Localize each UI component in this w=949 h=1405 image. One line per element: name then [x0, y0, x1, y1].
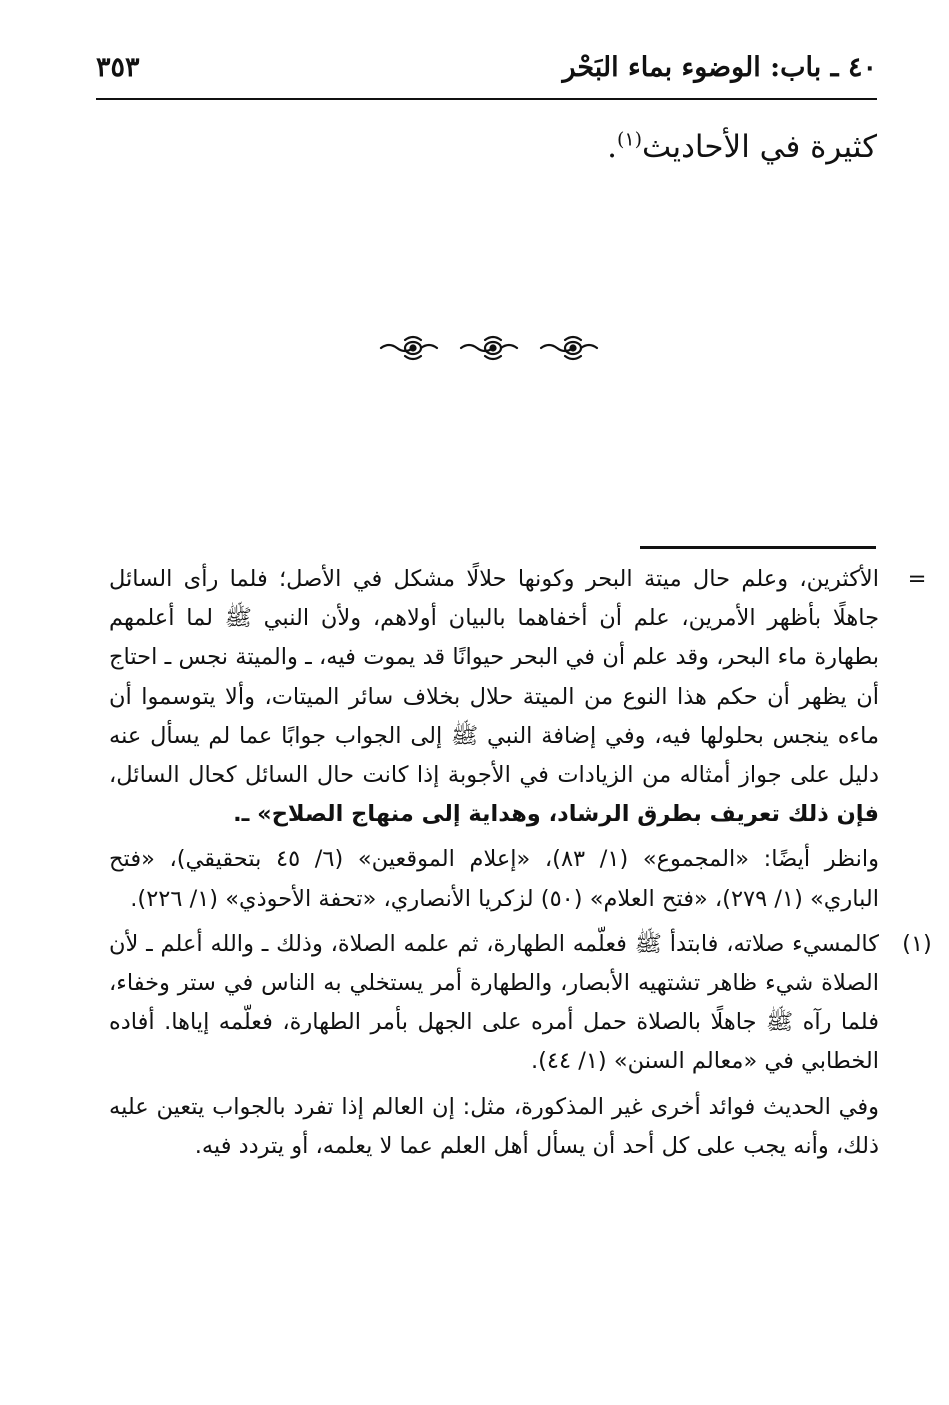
footnote-reference: (١): [616, 128, 643, 151]
continuation-bold-text: فإن ذلك تعريف بطرق الرشاد، وهداية إلى منهاج الصلاح» ـ.: [233, 801, 879, 828]
footnote-1-more: وفي الحديث فوائد أخرى غير المذكورة، مثل: إن العالم إذا تفرد بالجواب يتعين عليه ذلك، وأنه يجب على كل أحد أن يسأل أهل العلم عما لا يعلمه، أو يتردد فيه.: [109, 1093, 879, 1159]
page-number: ٣٥٣: [96, 52, 140, 83]
footnote-1: [109, 925, 932, 1082]
continuation-marker: =: [907, 566, 927, 592]
main-text-line: كثيرة في الأحاديث: [642, 129, 877, 165]
footnote-1-marker: (١): [902, 930, 932, 957]
footnote-separator: [640, 546, 876, 549]
footnote-continuation: [109, 560, 927, 834]
continuation-text: الأكثرين، وعلم حال ميتة البحر وكونها حلالًا مشكل في الأصل؛ فلما رأى السائل جاهلًا بأظهر الأمرين، علم أن أخفاهما بالبيان أولاهم، ولأن النبي ﷺ لما أعلمهم بطهارة ماء البحر، وقد علم أن في البحر حيوانًا قد يموت فيه، ـ والميتة نجس ـ احتاج أن يظهر أن حكم هذا النوع من الميتة حلال بخلاف سائر الميتات، وألا يتوسموا أن ماءه ينجس بحلولها فيه، وفي إضافة النبي ﷺ إلى الجواب جوابًا عما لم يسأل عنه دليل على جواز أمثاله من الزيادات في الأجوبة إذا كانت حال السائل كحال السائل،: [109, 566, 879, 789]
chapter-title: ٤٠ ـ باب: الوضوء بماء البَحْر: [562, 52, 877, 83]
main-text: [107, 126, 877, 169]
main-text-end: .: [607, 129, 617, 165]
running-header: [96, 44, 877, 100]
decorative-ornament-icon: [375, 326, 605, 370]
footnote-1-text: كالمسيء صلاته، فابتدأ ﷺ فعلّمه الطهارة، ثم علمه الصلاة، وذلك ـ والله أعلم ـ لأن الصلاة شيء ظاهر تشتهيه الأبصار، والطهارة أمر يستخلي به الناس في ستر وخفاء، فلما رآه ﷺ جاهلًا بالصلاة حمل أمره على الجهل بأمر الطهارة، فعلّمه إياها. أفاده الخطابي في «معالم السنن» (١/ ٤٤).: [109, 930, 879, 1075]
footnotes: [109, 560, 932, 1166]
see-also-references: وانظر أيضًا: «المجموع» (١/ ٨٣)، «إعلام الموقعين» (٦/ ٤٥ بتحقيقي)، «فتح الباري» (١/ ٢٧٩)، «فتح العلام» (٥٠) لزكريا الأنصاري، «تحفة الأحوذي» (١/ ٢٢٦).: [109, 846, 880, 912]
